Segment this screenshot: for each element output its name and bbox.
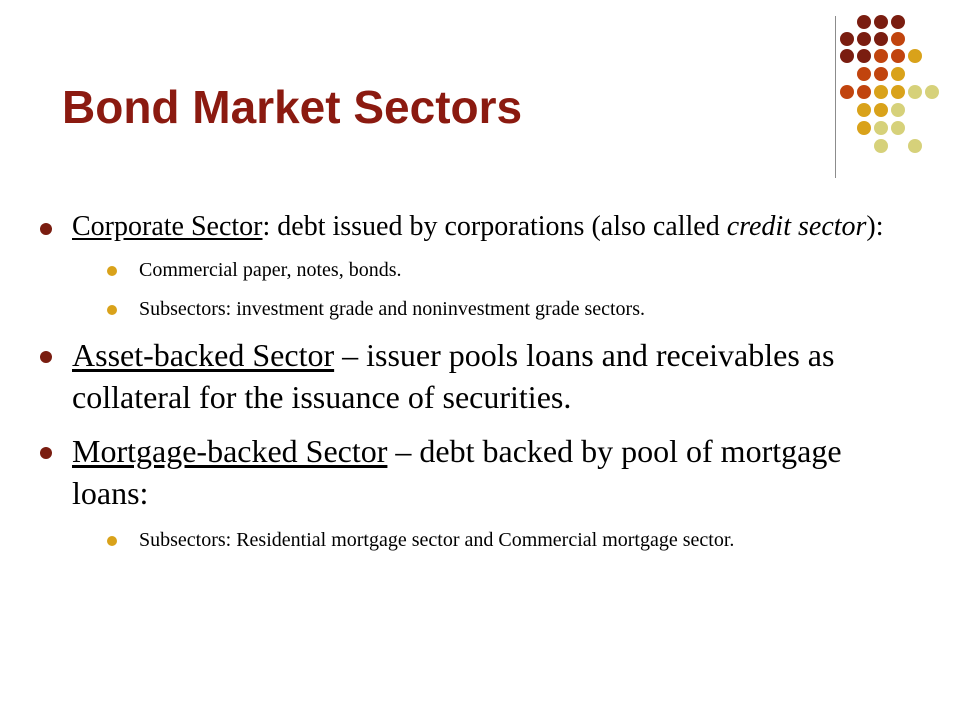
decorative-dot [891, 121, 905, 135]
decorative-dot [891, 103, 905, 117]
credit-sector-term: credit sector [726, 211, 867, 242]
decorative-dot [874, 121, 888, 135]
decorative-dot [857, 32, 871, 46]
corporate-sector-text-end: ): [866, 211, 884, 242]
decorative-dot [857, 85, 871, 99]
sub-bullet-commercial-paper [40, 256, 920, 285]
sub-bullet-mortgage-subsectors [40, 526, 920, 555]
decorative-dot [857, 49, 871, 63]
bullet-mortgage-backed-sector [40, 430, 920, 514]
sub-bullet-text: Commercial paper, notes, bonds. [139, 259, 402, 281]
mortgage-backed-sector-text: – debt backed by pool of mortgage loans: [72, 433, 842, 511]
sub-bullet-corporate-subsectors [40, 295, 920, 324]
mortgage-backed-sector-heading: Mortgage-backed Sector [72, 433, 388, 469]
decorative-dot [874, 49, 888, 63]
decorative-dot [874, 32, 888, 46]
decorative-dot [908, 49, 922, 63]
decorative-dot [891, 85, 905, 99]
decorative-dot [925, 85, 939, 99]
decorative-dot [874, 139, 888, 153]
decorative-dot [891, 67, 905, 81]
bullet-asset-backed-sector [40, 334, 920, 418]
decorative-dot [857, 103, 871, 117]
sub-bullet-text: Subsectors: investment grade and noninvestment grade sectors. [139, 298, 645, 320]
sub-bullet-dot [107, 305, 117, 315]
asset-backed-sector-heading: Asset-backed Sector [72, 337, 335, 373]
decorative-dot [857, 121, 871, 135]
decorative-dot [891, 32, 905, 46]
sub-bullet-dot [107, 266, 117, 276]
decorative-dot [857, 67, 871, 81]
decorative-dot [891, 15, 905, 29]
corporate-sector-text: : debt issued by corporations (also called [262, 211, 727, 242]
decorative-dot [874, 15, 888, 29]
bullet-corporate-sector [40, 208, 920, 246]
bullet-dot [40, 351, 52, 363]
decorative-dot [840, 49, 854, 63]
decorative-dot [840, 32, 854, 46]
decorative-dot [857, 15, 871, 29]
decorative-dot [874, 85, 888, 99]
slide-title: Bond Market Sectors [62, 81, 523, 133]
bullet-dot [40, 223, 52, 235]
decorative-dot [908, 139, 922, 153]
asset-backed-sector-text: – issuer pools loans and receivables as collateral for the issuance of securities. [72, 337, 835, 415]
decorative-dot [874, 67, 888, 81]
sub-bullet-text: Subsectors: Residential mortgage sector and Commercial mortgage sector. [139, 529, 735, 551]
decorative-dot [908, 85, 922, 99]
decorative-dot [891, 49, 905, 63]
decorative-dot [840, 85, 854, 99]
bullet-list [40, 208, 920, 565]
title-divider-line [835, 16, 836, 178]
decorative-dot [874, 103, 888, 117]
corporate-sector-heading: Corporate Sector [72, 211, 263, 242]
bullet-dot [40, 447, 52, 459]
sub-bullet-dot [107, 536, 117, 546]
